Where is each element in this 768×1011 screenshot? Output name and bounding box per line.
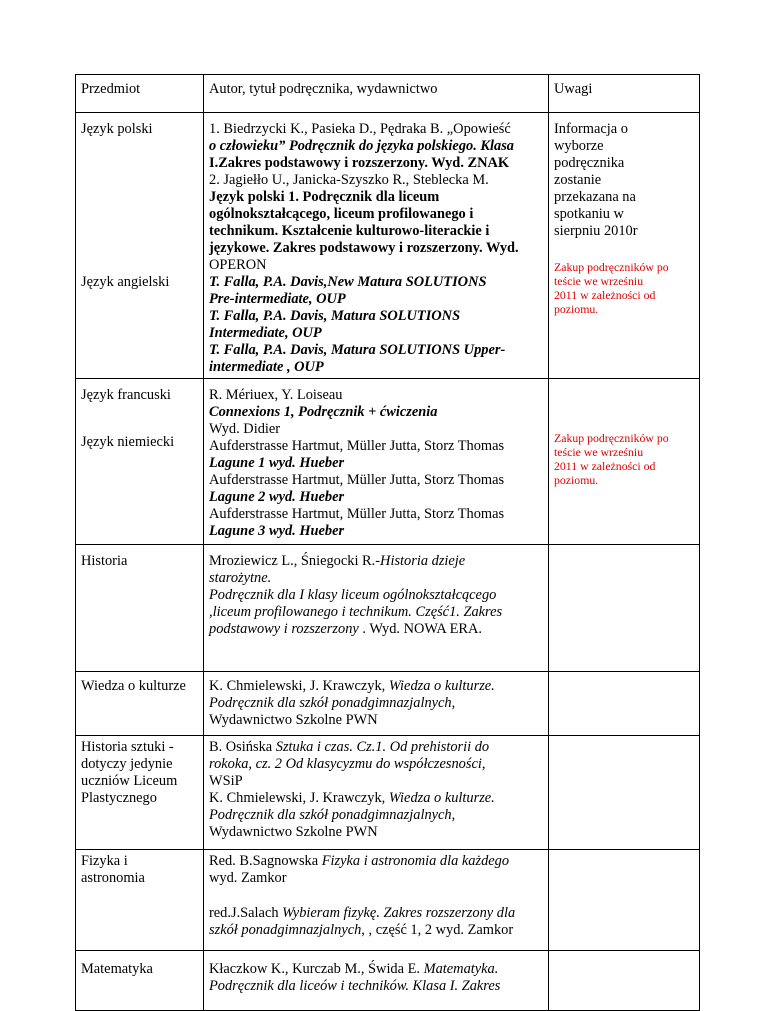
note-line: Informacja o bbox=[554, 121, 628, 137]
note-line: teście we wrześniu bbox=[554, 274, 644, 288]
book-line: 2. Jagiełło U., Janicka-Szyszko R., Steblecka M. bbox=[209, 172, 489, 188]
book-cell bbox=[204, 850, 549, 951]
note-line: podręcznika bbox=[554, 155, 625, 171]
note-line: Zakup podręczników po bbox=[554, 260, 669, 274]
book-line: Aufderstrasse Hartmut, Müller Jutta, Storz Thomas bbox=[209, 438, 505, 454]
header-subject: Przedmiot bbox=[76, 75, 204, 113]
book-line: Lagune 3 wyd. Hueber bbox=[209, 523, 345, 539]
table-row bbox=[76, 672, 700, 736]
book-line: Podręcznik dla I klasy liceum ogólnokształcącego bbox=[209, 587, 497, 603]
header-row bbox=[76, 75, 700, 113]
subject-historia: Historia bbox=[81, 553, 128, 569]
subject-cell bbox=[76, 672, 204, 736]
table-row bbox=[76, 951, 700, 1011]
book-line: B. Osińska Sztuka i czas. Cz.1. Od prehistorii do bbox=[209, 739, 490, 755]
note-line: teście we wrześniu bbox=[554, 445, 644, 459]
table-row bbox=[76, 850, 700, 951]
book-line: technikum. Kształcenie kulturowo-literackie i bbox=[209, 223, 490, 239]
book-line: Lagune 2 wyd. Hueber bbox=[209, 489, 345, 505]
subject-cell bbox=[76, 545, 204, 672]
book-line: Aufderstrasse Hartmut, Müller Jutta, Storz Thomas bbox=[209, 472, 505, 488]
subject-niemiecki: Język niemiecki bbox=[81, 434, 175, 450]
book-line: Podręcznik dla szkół ponadgimnazjalnych, bbox=[209, 695, 456, 711]
book-line: Aufderstrasse Hartmut, Müller Jutta, Storz Thomas bbox=[209, 506, 505, 522]
note-cell bbox=[549, 672, 700, 736]
book-line: Mroziewicz L., Śniegocki R.-Historia dzieje bbox=[209, 553, 466, 569]
note-line: poziomu. bbox=[554, 473, 599, 487]
book-line: Red. B.Sagnowska Fizyka i astronomia dla każdego bbox=[209, 853, 510, 869]
book-line: Język polski 1. Podręcznik dla liceum bbox=[209, 189, 440, 205]
book-cell bbox=[204, 545, 549, 672]
book-line: Podręcznik dla liceów i techników. Klasa I. Zakres bbox=[209, 978, 501, 994]
subject-cell bbox=[76, 379, 204, 545]
subject-fizyka: Fizyka i bbox=[81, 853, 128, 869]
book-line: Connexions 1, Podręcznik + ćwiczenia bbox=[209, 404, 438, 420]
table-row bbox=[76, 379, 700, 545]
note-line: zostanie bbox=[554, 172, 602, 188]
book-line: K. Chmielewski, J. Krawczyk, Wiedza o kulturze. bbox=[209, 790, 495, 806]
book-line: wyd. Zamkor bbox=[209, 870, 287, 886]
table-row bbox=[76, 113, 700, 379]
note-line: sierpniu 2010r bbox=[554, 223, 638, 239]
note-cell bbox=[549, 850, 700, 951]
note-line: 2011 w zależności od bbox=[554, 288, 656, 302]
subject-matematyka: Matematyka bbox=[81, 961, 153, 977]
subject-historia-sztuki: uczniów Liceum bbox=[81, 773, 178, 789]
subject-polski: Język polski bbox=[81, 121, 153, 137]
book-line: I.Zakres podstawowy i rozszerzony. Wyd. ZNAK bbox=[209, 155, 510, 171]
subject-fizyka: astronomia bbox=[81, 870, 145, 886]
book-line: T. Falla, P.A. Davis, Matura SOLUTIONS Upper- bbox=[209, 342, 506, 358]
book-line: Pre-intermediate, OUP bbox=[209, 291, 346, 307]
book-cell bbox=[204, 672, 549, 736]
subject-historia-sztuki: Plastycznego bbox=[81, 790, 157, 806]
book-line: Wyd. Didier bbox=[209, 421, 281, 437]
subject-historia-sztuki: dotyczy jedynie bbox=[81, 756, 173, 772]
book-line: OPERON bbox=[209, 257, 267, 273]
book-cell bbox=[204, 736, 549, 850]
book-line: ogólnokształcącego, liceum profilowanego i bbox=[209, 206, 474, 222]
subject-angielski: Język angielski bbox=[81, 274, 170, 290]
table-row bbox=[76, 736, 700, 850]
table-row bbox=[76, 545, 700, 672]
note-line: spotkaniu w bbox=[554, 206, 624, 222]
book-line: T. Falla, P.A. Davis,New Matura SOLUTIONS bbox=[209, 274, 487, 290]
book-line: Lagune 1 wyd. Hueber bbox=[209, 455, 345, 471]
note-cell bbox=[549, 951, 700, 1011]
note-cell bbox=[549, 379, 700, 545]
note-cell bbox=[549, 545, 700, 672]
book-line: R. Mériuex, Y. Loiseau bbox=[209, 387, 343, 403]
book-cell bbox=[204, 113, 549, 379]
subject-cell bbox=[76, 113, 204, 379]
note-line: wyborze bbox=[554, 138, 604, 154]
subject-cell bbox=[76, 850, 204, 951]
book-line: podstawowy i rozszerzony . Wyd. NOWA ERA. bbox=[209, 621, 482, 637]
subject-historia-sztuki: Historia sztuki - bbox=[81, 739, 174, 755]
book-line: Intermediate, OUP bbox=[209, 325, 322, 341]
note-line: 2011 w zależności od bbox=[554, 459, 656, 473]
header-notes: Uwagi bbox=[549, 75, 700, 113]
book-line: szkół ponadgimnazjalnych, , część 1, 2 wyd. Zamkor bbox=[209, 922, 514, 938]
book-line: red.J.Salach Wybieram fizykę. Zakres rozszerzony dla bbox=[209, 905, 516, 921]
book-line: ,liceum profilowanego i technikum. Część1. Zakres bbox=[209, 604, 503, 620]
book-line: Kłaczkow K., Kurczab M., Świda E. Matematyka. bbox=[209, 961, 499, 977]
subject-wiedza-o-kulturze: Wiedza o kulturze bbox=[81, 678, 186, 694]
book-line: 1. Biedrzycki K., Pasieka D., Pędraka B. „Opowieść bbox=[209, 121, 511, 137]
note-line: przekazana na bbox=[554, 189, 636, 205]
book-line: o człowieku” Podręcznik do języka polskiego. Klasa bbox=[209, 138, 514, 154]
note-line: Zakup podręczników po bbox=[554, 431, 669, 445]
book-line: rokoka, cz. 2 Od klasycyzmu do współczesności, bbox=[209, 756, 486, 772]
subject-cell bbox=[76, 951, 204, 1011]
book-cell bbox=[204, 379, 549, 545]
book-line: językowe. Zakres podstawowy i rozszerzony. Wyd. bbox=[209, 240, 519, 256]
subject-francuski: Język francuski bbox=[81, 387, 171, 403]
book-line: T. Falla, P.A. Davis, Matura SOLUTIONS bbox=[209, 308, 461, 324]
textbook-table bbox=[75, 74, 700, 1011]
book-line: Podręcznik dla szkół ponadgimnazjalnych, bbox=[209, 807, 456, 823]
note-cell bbox=[549, 736, 700, 850]
book-cell bbox=[204, 951, 549, 1011]
book-line: WSiP bbox=[209, 773, 243, 789]
note-line: poziomu. bbox=[554, 302, 599, 316]
book-line: Wydawnictwo Szkolne PWN bbox=[209, 712, 378, 728]
book-line: K. Chmielewski, J. Krawczyk, Wiedza o kulturze. bbox=[209, 678, 495, 694]
book-line: starożytne. bbox=[209, 570, 272, 586]
subject-cell bbox=[76, 736, 204, 850]
header-author-title: Autor, tytuł podręcznika, wydawnictwo bbox=[204, 75, 549, 113]
book-line: intermediate , OUP bbox=[209, 359, 324, 375]
book-line: Wydawnictwo Szkolne PWN bbox=[209, 824, 378, 840]
note-cell bbox=[549, 113, 700, 379]
